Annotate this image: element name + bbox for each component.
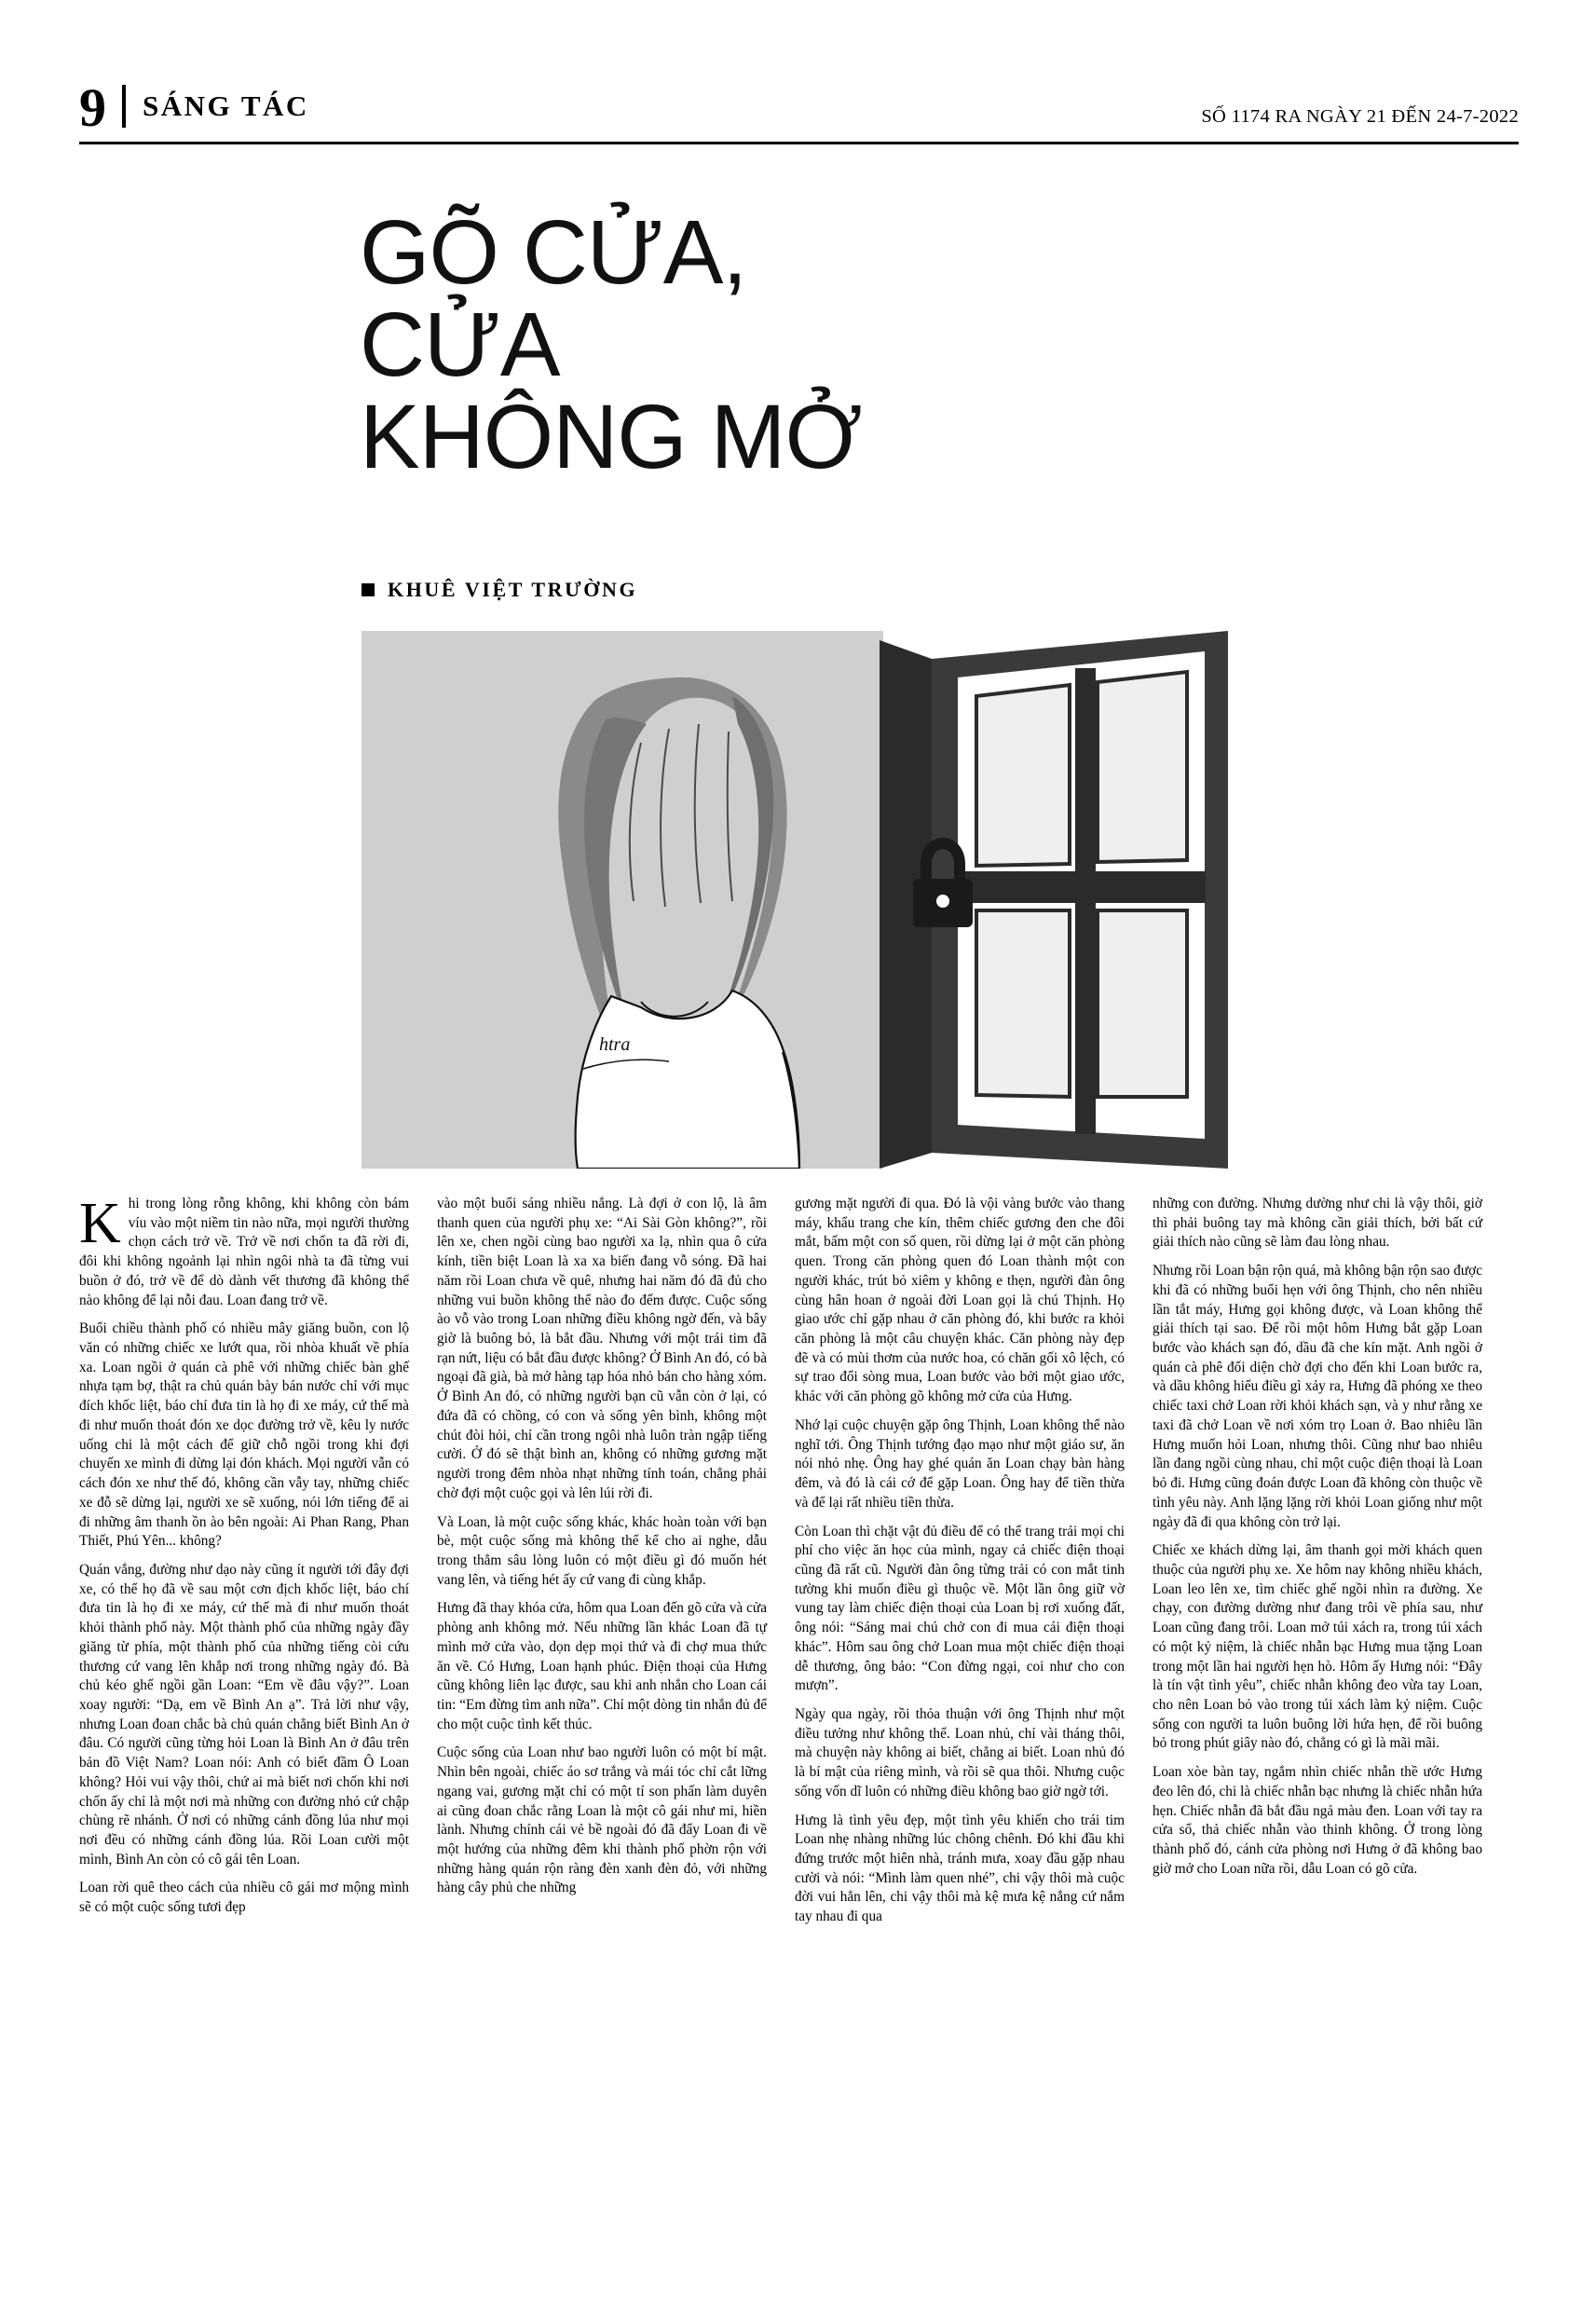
section-title: SÁNG TÁC <box>143 89 309 122</box>
paragraph: những con đường. Nhưng dường như chi là vậy thôi, giờ thì phải buông tay mà không cần giải thích, bởi bất cứ giải thích nào cũng sẽ làm đau lòng nhau. <box>1153 1196 1482 1251</box>
masthead-divider <box>79 142 1519 144</box>
byline-bullet-icon <box>361 583 375 596</box>
headline-line-3: KHÔNG MỞ <box>360 385 862 487</box>
masthead-left <box>79 77 309 138</box>
paragraph: gương mặt người đi qua. Đó là vội vàng bước vào thang máy, khẩu trang che kín, thêm chiếc gương đen che đôi mắt, bấm một con số quen, rồi dừng lại ở một căn phòng quen. Trong căn phòng quen đó Loan thành một con người khác, trút bỏ xiêm y không e thẹn, người đàn ông cùng hân hoan ở ngoài đời Loan gọi là chú Thịnh. Họ giao ước chỉ gặp nhau ở căn phòng đó, khi bước ra khỏi căn phòng là một câu chuyện khác. Căn phòng này đẹp đẽ và có mùi thơm của nước hoa, có chăn gối xô lệch, có sự trao đổi sòng mua, Loan bước vào bởi một giao ước, khác với căn phòng gõ không mở cửa của Hưng. <box>795 1196 1125 1405</box>
paragraph-text: hi trong lòng rỗng không, khi không còn bám víu vào một niềm tin nào nữa, mọi người thường chọn cách trở về. Trở về nơi chốn ta đã rời đi, đôi khi không ngoảnh lại nhìn ngôi nhà ta đã từng vui buồn ở đó, trở về để dò dành vết thương đã không thể nào không để lại nỗi đau. Loan đang trở về. <box>79 1196 409 1308</box>
masthead-vertical-rule <box>122 85 126 128</box>
paragraph: Và Loan, là một cuộc sống khác, khác hoàn toàn với bạn bè, một cuộc sống mà không thể kể cho ai nghe, dẫu trong thẳm sâu lòng luôn có một điều gì đó muốn hét vang lên, và tiếng hét ấy cứ vang đi cùng khắp. <box>437 1513 767 1588</box>
paragraph: Nhớ lại cuộc chuyện gặp ông Thịnh, Loan không thể nào nghĩ tới. Ông Thịnh tướng đạo mạo như một giáo sư, ăn nói nhỏ nhẹ. Ông hay ghé quán ăn Loan chạy bàn hàng đêm, và đó là cái cớ để gặp Loan. Ông hay để tiền thừa và để lại rất nhiều tiền thừa. <box>795 1416 1125 1511</box>
body-column-3 <box>795 1195 1125 2229</box>
paragraph: Cuộc sống của Loan như bao người luôn có một bí mật. Nhìn bên ngoài, chiếc áo sơ trắng và mái tóc chỉ cắt lững ngang vai, gương mặt chỉ có một tí son phấn làm duyên ai cũng đoan chắc rằng Loan là một cô gái như mi, hiền lành. Nhưng chính cái vẻ bề ngoài đó đã đẩy Loan đi về một hướng của những đêm khi thành phố phờn rộn với những hàng quán rộn ràng đèn xanh đèn đỏ, với những hàng cây phủ che những <box>437 1744 767 1896</box>
article-illustration <box>361 631 1237 1169</box>
paragraph: Buổi chiều thành phố có nhiều mây giăng buồn, con lộ văn có những chiếc xe lướt qua, rồi nhòa khuất về phía xa. Loan ngồi ở quán cà phê với những chiếc bàn ghế nhựa tạm bợ, thật ra chủ quán bày bán nước chỉ với mục đích khốc liệt, báo chí đưa tin là họ đi xe máy, cứ thế mà đi như muốn thoát đón xe dọc đường trở về, kêu ly nước uống chi là một cách để giữ chỗ ngồi trong khi đợi chuyến xe mình đi dừng lại đón khách. Mọi người vẫn có cách đón xe như thế đó, không cần vẫy tay, những chiếc xe đỗ sẽ dừng lại, người xe sẽ xuống, nói lớn tiếng để ai đi những âm thanh ồn ào bên ngoài: Ai Phan Rang, Phan Thiết, Phú Yên... không? <box>79 1320 409 1550</box>
paragraph: Hưng là tình yêu đẹp, một tình yêu khiến cho trái tim Loan nhẹ nhàng những lúc chông chênh. Đó khi đầu khi đứng trước một hiên nhà, tránh mưa, xoay đầu gặp nhau cười và nói: “Mình làm quen nhé”, chi vậy thôi mà cuộc đời vui hẳn lên, chi vậy thôi mà kệ mưa kệ nắng cứ nắm tay nhau đi qua <box>795 1812 1125 1925</box>
article-body <box>79 1192 1519 2229</box>
body-column-1 <box>79 1192 409 2229</box>
author-name: KHUÊ VIỆT TRƯỜNG <box>388 578 638 601</box>
paragraph: Còn Loan thì chặt vật đủ điều để có thể trang trải mọi chi phí cho việc ăn học của mình, ngay cả chiếc điện thoại cũng đã rất cũ. Người đàn ông từng trải có con mắt tinh tường khi muốn điều gì thuộc về. Một lần ông giữ vờ vung tay làm chiếc điện thoại của Loan bị rơi xuống đất, ông nói: “Sáng mai chú chở con đi mua cái điện thoại khác”. Hôm sau ông chở Loan mua một chiếc điện thoại dễ thương, ông bảo: “Con đừng ngại, coi như cho con mượn”. <box>795 1523 1125 1694</box>
illustration-artwork <box>361 631 1237 1169</box>
page-title <box>360 201 1105 487</box>
paragraph: Loan xòe bàn tay, ngắm nhìn chiếc nhẫn thề ước Hưng đeo lên đó, chi là chiếc nhẫn bạc nhưng là chiếc nhẫn hứa hẹn. Chiếc nhẫn đã bắt đầu ngả màu đen. Loan với tay ra cửa sổ, thả chiếc nhẫn vào thinh không. Ở trong lòng thành phố đó, cánh cửa phòng nơi Hưng ở đã không bao giờ mở cho Loan nữa rồi, dẫu Loan có gõ cửa. <box>1153 1764 1482 1877</box>
paragraph: Loan rời quê theo cách của nhiều cô gái mơ mộng mình sẽ có một cuộc sống tươi đẹp <box>79 1880 409 1916</box>
paragraph: Hưng đã thay khóa cửa, hôm qua Loan đến gõ cửa và cửa phòng anh không mở. Nếu những lần khác Loan đã tự mình mở cửa vào, dọn dẹp mọi thứ và đi chợ mua thức ăn về. Có Hưng, Loan hạnh phúc. Điện thoại của Hưng cũng không liên lạc được, sau khi anh nhắn cho Loan cái tin: “Em đừng tìm anh nữa”. Chỉ một dòng tin nhắn đủ để cho một cuộc tình kết thúc. <box>437 1600 767 1732</box>
paragraph: Nhưng rồi Loan bận rộn quá, mà không bận rộn sao được khi đã có những buổi hẹn với ông Thịnh, cho nên nhiều lần tắt máy, Hưng gọi không được, và Loan không thể giải thích tại sao. Để rồi một hôm Hưng bắt gặp Loan bước vào khách sạn đó, dầu đã che kín mặt. Anh ngồi ở quán cà phê đối diện chờ đợi cho đến khi Loan bước ra, và dầu không hiểu điều gì xảy ra, Hưng đã phóng xe theo chiếc taxi chở Loan rời khỏi khách sạn, và y như rằng xe taxi đã chở Loan về nơi xóm trọ Loan ở. Bao nhiêu lần Hưng muốn hỏi Loan, nhưng thôi. Cũng như bao nhiêu lần đang ngồi cùng nhau, chỉ một cuộc điện thoại là Loan bỏ đi. Hưng cũng đoán được Loan đã không còn thuộc về tình yêu này. Anh lặng lặng rời khỏi Loan giống như một ngày đã đi qua không còn trở lại. <box>1153 1263 1482 1530</box>
paragraph <box>79 1192 409 1310</box>
body-column-2 <box>437 1195 767 2229</box>
headline-line-2: CỬA <box>360 293 560 395</box>
masthead <box>79 56 1519 138</box>
paragraph: Ngày qua ngày, rồi thỏa thuận với ông Thịnh như một điều tưởng như không thể. Loan nhủ, chỉ vài tháng thôi, mà chuyện này không ai biết, chẳng ai biết. Loan nhủ đó là bí mật của riêng mình, và rồi sẽ qua thôi. Nhưng cuộc sống vốn dĩ luôn có những điều không bao giờ ngờ tới. <box>795 1705 1125 1799</box>
drop-cap: K <box>79 1192 121 1255</box>
headline-line-1: GÕ CỬA, <box>360 201 747 303</box>
byline <box>361 578 637 602</box>
page-number: 9 <box>79 77 105 138</box>
paragraph: Chiếc xe khách dừng lại, âm thanh gọi mời khách quen thuộc của người phụ xe. Xe hôm nay không nhiều khách, Loan leo lên xe, tìm chiếc ghế ngồi nhìn ra đường. Xe chạy, con đường dường như đang trôi về phía sau, như Loan cũng đang trôi. Loan mở túi xách ra, trong túi xách có một kỷ niệm, là chiếc nhẫn bạc Hưng mua tặng Loan trong một lần hai người hẹn hò. Hôm ấy Hưng nói: “Đây là tín vật tình yêu”, chiếc nhẫn không đeo vừa tay Loan, cho nên Loan bỏ vào trong túi xách làm kỷ niệm. Cuộc sống con người ta luôn buông lời hứa hẹn, để rồi buông bỏ trong phút giây nào đó, chẳng có gì là mãi mãi. <box>1153 1542 1482 1752</box>
paragraph: Quán vắng, đường như dạo này cũng ít người tới đây đợi xe, có thể họ đã về sau một cơn địch khốc liệt, báo chí đưa tin là họ đi xe máy, cứ thế mà đi như muốn thoát khỏi thành phố này. Một thành phố của những ngày đầy giăng từ phía, một thành phố của những tiếng còi cứu thương cứ vang lên khắp nơi trong những ngày đó. Bà chủ kéo ghế ngồi gần Loan: “Em về đâu vậy?”. Loan xoay người: “Dạ, em về Bình An ạ”. Trả lời như vậy, nhưng Loan đoan chắc bà chủ quán chẳng biết Bình An ở đâu. Có người cũng từng hỏi Loan là Bình An ở đâu trên bản đồ Việt Nam? Loan nói: Anh có biết đầm Ô Loan không? Hỏi vui vậy thôi, chứ ai mà biết nơi chốn khi nơi chốn ấy chỉ là một nơi mà những con đường nhỏ cứ chập chùng rẽ nhánh. Ở nơi có những cánh đồng lúa như mọi nơi đều có những cánh đồng lúa. Rồi Loan cười một mình, Bình An còn có cô gái tên Loan. <box>79 1561 409 1867</box>
paragraph: vào một buổi sáng nhiều nắng. Là đợi ở con lộ, là âm thanh quen của người phụ xe: “Ai Sài Gòn không?”, rồi lên xe, chen ngồi cùng bao người xa lạ, nhìn qua ô cửa kính, tiền biệt Loan là xa xa biến đang vỗ sóng. Đã hai năm rồi Loan chưa về quê, nhưng hai năm đó đã đủ cho những vui buồn không thể nào đo đếm được. Cuộc sống ào vỗ vào trong Loan những điều không ngờ đến, và bây giờ là buông bỏ, là bắt đầu. Nhưng với một trái tim đã rạn nứt, liệu có bắt đầu được không? Ở Bình An đó, có bà ngoại đã già, bà mở hàng tạp hóa nhỏ bán cho hàng xóm. Ở Bình An đó, có những người bạn cũ vẫn còn ở lại, có đứa đã có chồng, có con và sống yên bình, không một chút đòi hỏi, chỉ cần trong ngôi nhà luôn tràn ngập tiếng cười. Ở đó sẽ thật bình an, không có những gương mặt người trong đêm nhòa nhạt những tính toán, chẳng phải chờ đợi một cuộc gọi và lên lúi rời đi. <box>437 1196 767 1501</box>
issue-info: SỐ 1174 RA NGÀY 21 ĐẾN 24-7-2022 <box>1201 106 1519 127</box>
svg-text:htra: htra <box>599 1034 631 1055</box>
body-column-4 <box>1153 1195 1482 2229</box>
